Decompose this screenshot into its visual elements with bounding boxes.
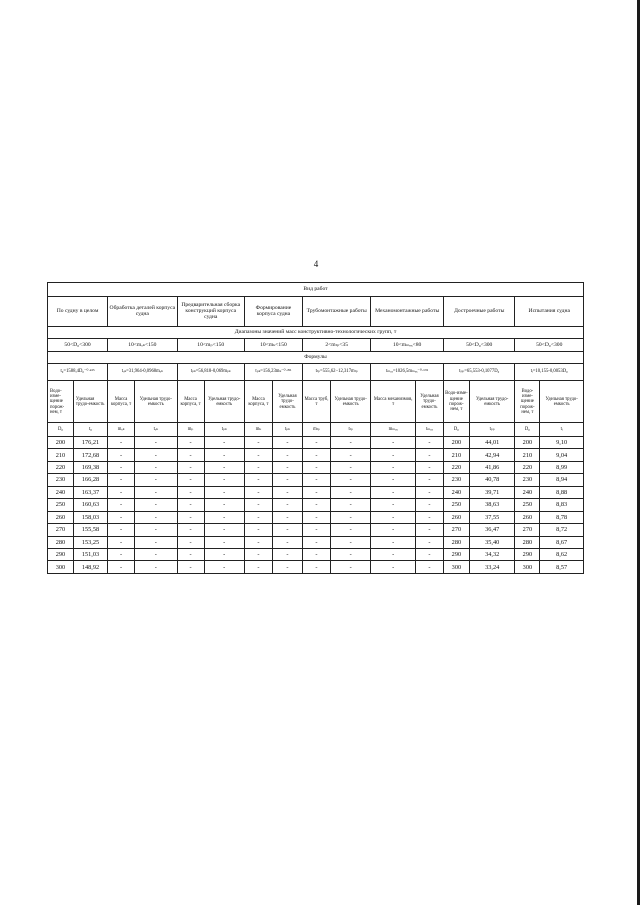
table-cell: 230 bbox=[443, 474, 469, 486]
group-cell: По судну в целом bbox=[48, 296, 108, 326]
table-cell: - bbox=[330, 561, 370, 574]
table-cell: 220 bbox=[48, 461, 74, 473]
table-row bbox=[48, 549, 584, 561]
page-number: 4 bbox=[313, 259, 319, 269]
table-cell: - bbox=[204, 561, 244, 574]
formula-cell: tₘₑₓ=1026,5mₘₑₓ⁻⁰·⁶⁹⁶ bbox=[371, 363, 444, 381]
ranges-row bbox=[48, 338, 584, 352]
table-cell: 176,21 bbox=[73, 436, 107, 448]
table-cell: 33,24 bbox=[469, 561, 515, 574]
table-cell: - bbox=[272, 436, 302, 448]
table-cell: 290 bbox=[515, 549, 540, 561]
table-row bbox=[48, 461, 584, 473]
table-cell: 8,83 bbox=[540, 499, 584, 511]
table-cell: - bbox=[272, 474, 302, 486]
table-cell: - bbox=[244, 499, 272, 511]
table-cell: 34,32 bbox=[469, 549, 515, 561]
table-cell: 270 bbox=[48, 524, 74, 536]
table-cell: - bbox=[330, 536, 370, 548]
table-cell: - bbox=[244, 561, 272, 574]
table-cell: 42,94 bbox=[469, 449, 515, 461]
table-cell: - bbox=[415, 436, 443, 448]
table-cell: - bbox=[135, 549, 178, 561]
table-cell: 210 bbox=[443, 449, 469, 461]
table-cell: - bbox=[108, 436, 135, 448]
formulas-row bbox=[48, 363, 584, 381]
table-cell: - bbox=[135, 461, 178, 473]
table-cell: 300 bbox=[48, 561, 74, 574]
table-cell: - bbox=[177, 486, 204, 498]
table-cell: - bbox=[177, 511, 204, 523]
table-cell: 260 bbox=[48, 511, 74, 523]
symbol-cell: D₀ bbox=[48, 423, 74, 437]
table-cell: 151,03 bbox=[73, 549, 107, 561]
table-cell: 8,62 bbox=[540, 549, 584, 561]
table-cell: - bbox=[330, 486, 370, 498]
table-cell: - bbox=[244, 474, 272, 486]
table-cell: 8,94 bbox=[540, 474, 584, 486]
formula-cell: tₒₖ=31,964-0,0968mₒₖ bbox=[108, 363, 177, 381]
symbol-cell: tₚₖ bbox=[204, 423, 244, 437]
group-cell: Формирование корпуса судна bbox=[244, 296, 302, 326]
table-cell: - bbox=[204, 524, 244, 536]
table-cell: 9,04 bbox=[540, 449, 584, 461]
table-cell: - bbox=[415, 561, 443, 574]
table-cell: - bbox=[108, 524, 135, 536]
symbols-row bbox=[48, 423, 584, 437]
table-row bbox=[48, 499, 584, 511]
table-cell: - bbox=[371, 524, 416, 536]
table-cell: - bbox=[244, 549, 272, 561]
table-row bbox=[48, 436, 584, 448]
group-cell: Испытания судна bbox=[515, 296, 584, 326]
table-cell: 200 bbox=[443, 436, 469, 448]
group-cell: Трубомонтажные работы bbox=[302, 296, 370, 326]
table-cell: 166,28 bbox=[73, 474, 107, 486]
table-cell: - bbox=[108, 561, 135, 574]
table-cell: - bbox=[415, 461, 443, 473]
table-cell: - bbox=[371, 549, 416, 561]
symbol-cell: D₀ bbox=[443, 423, 469, 437]
header-cell: Водо-изме-щение порож-нем, т bbox=[515, 381, 540, 423]
header-cell: Удельная трудо-емкость bbox=[73, 381, 107, 423]
table-cell: - bbox=[204, 549, 244, 561]
table-cell: - bbox=[244, 511, 272, 523]
table-cell: - bbox=[371, 436, 416, 448]
formula-cell: tₚₖ=56,818-0,069mₚₖ bbox=[177, 363, 244, 381]
table-cell: 250 bbox=[443, 499, 469, 511]
table-cell: - bbox=[204, 474, 244, 486]
table-cell: 290 bbox=[48, 549, 74, 561]
table-cell: - bbox=[204, 436, 244, 448]
table-cell: - bbox=[302, 511, 330, 523]
table-cell: - bbox=[272, 461, 302, 473]
table-cell: - bbox=[272, 499, 302, 511]
table-row bbox=[48, 524, 584, 536]
table-cell: 153,25 bbox=[73, 536, 107, 548]
symbol-cell: mₖ bbox=[244, 423, 272, 437]
table-cell: - bbox=[415, 536, 443, 548]
labor-intensity-table bbox=[47, 282, 584, 574]
table-cell: - bbox=[371, 486, 416, 498]
table-cell: - bbox=[177, 474, 204, 486]
table-cell: - bbox=[272, 511, 302, 523]
table-cell: - bbox=[135, 561, 178, 574]
table-cell: - bbox=[244, 536, 272, 548]
header-cell: Удельная трудо-емкость bbox=[330, 381, 370, 423]
table-cell: - bbox=[371, 474, 416, 486]
table-cell: - bbox=[302, 499, 330, 511]
symbol-cell: tᵢ bbox=[540, 423, 584, 437]
table-cell: - bbox=[108, 461, 135, 473]
table-cell: - bbox=[108, 549, 135, 561]
table-cell: - bbox=[135, 449, 178, 461]
table-cell: 8,67 bbox=[540, 536, 584, 548]
table-cell: - bbox=[108, 474, 135, 486]
table-cell: - bbox=[177, 436, 204, 448]
table-cell: - bbox=[302, 561, 330, 574]
table-row bbox=[48, 486, 584, 498]
table-cell: 210 bbox=[48, 449, 74, 461]
table-cell: - bbox=[272, 549, 302, 561]
symbol-cell: mₒₖ bbox=[108, 423, 135, 437]
table-cell: 35,40 bbox=[469, 536, 515, 548]
table-cell: 160,63 bbox=[73, 499, 107, 511]
symbol-cell: mₜₚ bbox=[302, 423, 330, 437]
table-cell: 172,68 bbox=[73, 449, 107, 461]
table-cell: - bbox=[135, 511, 178, 523]
range-cell: 10<mₚ<150 bbox=[177, 338, 244, 352]
table-cell: 270 bbox=[443, 524, 469, 536]
table-cell: 8,57 bbox=[540, 561, 584, 574]
formula-cell: tₜₚ=555,62−12,317mₜₚ bbox=[302, 363, 370, 381]
table-cell: - bbox=[371, 511, 416, 523]
table-cell: - bbox=[371, 449, 416, 461]
formulas-title-row bbox=[48, 352, 584, 364]
header-cell: Удельная трудо-емкость bbox=[135, 381, 178, 423]
table-cell: 230 bbox=[48, 474, 74, 486]
table-cell: 200 bbox=[48, 436, 74, 448]
table-cell: - bbox=[330, 461, 370, 473]
formula-cell: t₀=1588,4D₀⁻⁰·⁴¹⁵ bbox=[48, 363, 108, 381]
table-cell: 270 bbox=[515, 524, 540, 536]
table-cell: - bbox=[135, 436, 178, 448]
table-cell: - bbox=[302, 549, 330, 561]
table-cell: - bbox=[244, 449, 272, 461]
table-row bbox=[48, 511, 584, 523]
range-cell: 50<D₀<300 bbox=[515, 338, 584, 352]
table-cell: - bbox=[330, 549, 370, 561]
table-title: Вид работ bbox=[48, 283, 584, 297]
table-cell: - bbox=[272, 536, 302, 548]
table-cell: - bbox=[135, 486, 178, 498]
table-cell: - bbox=[302, 461, 330, 473]
table-row bbox=[48, 449, 584, 461]
table-cell: 38,63 bbox=[469, 499, 515, 511]
table-cell: 8,99 bbox=[540, 461, 584, 473]
table-cell: 8,78 bbox=[540, 511, 584, 523]
symbol-cell: tₚₚ bbox=[469, 423, 515, 437]
table-cell: 9,10 bbox=[540, 436, 584, 448]
table-cell: - bbox=[177, 549, 204, 561]
table-cell: - bbox=[415, 511, 443, 523]
table-cell: - bbox=[204, 511, 244, 523]
table-cell: 300 bbox=[443, 561, 469, 574]
table-cell: - bbox=[371, 499, 416, 511]
table-cell: - bbox=[415, 549, 443, 561]
table-cell: - bbox=[371, 561, 416, 574]
header-cell: Масса корпуса, т bbox=[177, 381, 204, 423]
table-cell: - bbox=[272, 449, 302, 461]
symbol-cell: D₀ bbox=[515, 423, 540, 437]
ranges-title-row bbox=[48, 326, 584, 338]
table-cell: 280 bbox=[443, 536, 469, 548]
header-cell: Удельная трудо-емкость bbox=[204, 381, 244, 423]
table-cell: - bbox=[135, 524, 178, 536]
table-cell: - bbox=[177, 524, 204, 536]
table-cell: - bbox=[272, 486, 302, 498]
table-cell: - bbox=[244, 436, 272, 448]
table-cell: - bbox=[330, 436, 370, 448]
table-cell: - bbox=[302, 474, 330, 486]
table-cell: 148,92 bbox=[73, 561, 107, 574]
table-cell: - bbox=[415, 474, 443, 486]
table-cell: - bbox=[177, 499, 204, 511]
group-cell: Достроечные работы bbox=[443, 296, 515, 326]
table-cell: 300 bbox=[515, 561, 540, 574]
formulas-title: Формулы bbox=[48, 352, 584, 364]
table-cell: - bbox=[204, 449, 244, 461]
table-cell: - bbox=[371, 536, 416, 548]
symbol-cell: mₘₑₓ bbox=[371, 423, 416, 437]
header-cell: Водо-изме-щение порож-нем, т bbox=[443, 381, 469, 423]
table-cell: 169,38 bbox=[73, 461, 107, 473]
table-cell: - bbox=[108, 486, 135, 498]
table-cell: - bbox=[244, 461, 272, 473]
header-cell: Масса механизмов, т bbox=[371, 381, 416, 423]
table-cell: - bbox=[415, 449, 443, 461]
table-cell: - bbox=[177, 449, 204, 461]
table-cell: 250 bbox=[48, 499, 74, 511]
table-cell: 240 bbox=[48, 486, 74, 498]
table-cell: - bbox=[108, 449, 135, 461]
table-cell: - bbox=[135, 536, 178, 548]
header-cell: Масса труб, т bbox=[302, 381, 330, 423]
table-cell: 230 bbox=[515, 474, 540, 486]
formula-cell: tₚₚ=65,553-0,1077D₀ bbox=[443, 363, 515, 381]
table-cell: - bbox=[204, 536, 244, 548]
table-cell: 240 bbox=[515, 486, 540, 498]
symbol-cell: t₀ bbox=[73, 423, 107, 437]
table-cell: 8,72 bbox=[540, 524, 584, 536]
table-cell: - bbox=[177, 561, 204, 574]
table-cell: - bbox=[415, 499, 443, 511]
table-cell: 8,88 bbox=[540, 486, 584, 498]
symbol-cell: tₚₖ bbox=[272, 423, 302, 437]
table-cell: - bbox=[244, 524, 272, 536]
table-cell: 163,37 bbox=[73, 486, 107, 498]
header-cell: Удельная трудо-емкость bbox=[469, 381, 515, 423]
table-cell: 44,01 bbox=[469, 436, 515, 448]
symbol-cell: tₜₚ bbox=[330, 423, 370, 437]
table-cell: - bbox=[415, 524, 443, 536]
symbol-cell: tₒₖ bbox=[135, 423, 178, 437]
table-row bbox=[48, 474, 584, 486]
header-cell: Удельная трудо-емкость bbox=[272, 381, 302, 423]
table-cell: 155,58 bbox=[73, 524, 107, 536]
range-cell: 10<mₘₑₓ<80 bbox=[371, 338, 444, 352]
table-cell: - bbox=[204, 499, 244, 511]
range-cell: 10<mₖ<150 bbox=[244, 338, 302, 352]
table-cell: - bbox=[177, 536, 204, 548]
header-cell: Масса корпуса, т bbox=[244, 381, 272, 423]
table-cell: - bbox=[302, 536, 330, 548]
table-cell: - bbox=[272, 524, 302, 536]
header-row bbox=[48, 381, 584, 423]
table-cell: - bbox=[302, 524, 330, 536]
symbol-cell: tₘₑₓ bbox=[415, 423, 443, 437]
range-cell: 2<mₜₚ<35 bbox=[302, 338, 370, 352]
table-cell: 280 bbox=[515, 536, 540, 548]
table-cell: 220 bbox=[443, 461, 469, 473]
table-row bbox=[48, 536, 584, 548]
group-cell: Механомонтажные работы bbox=[371, 296, 444, 326]
ranges-title: Диапазоны значений масс конструктивно-технологических групп, т bbox=[48, 326, 584, 338]
table-cell: 250 bbox=[515, 499, 540, 511]
table-cell: - bbox=[135, 499, 178, 511]
table-cell: 40,78 bbox=[469, 474, 515, 486]
table-cell: 290 bbox=[443, 549, 469, 561]
formula-cell: tₚₖ=156,23mₖ⁻⁰·³⁹¹ bbox=[244, 363, 302, 381]
table-cell: - bbox=[177, 461, 204, 473]
table-cell: - bbox=[330, 524, 370, 536]
header-cell: Масса корпуса, т bbox=[108, 381, 135, 423]
table-cell: - bbox=[108, 511, 135, 523]
range-cell: 10<mₒₖ<150 bbox=[108, 338, 177, 352]
table-cell: 260 bbox=[443, 511, 469, 523]
header-cell: Удельная трудо-емкость bbox=[415, 381, 443, 423]
group-cell: Обработка деталей корпуса судна bbox=[108, 296, 177, 326]
table-cell: 260 bbox=[515, 511, 540, 523]
table-cell: - bbox=[272, 561, 302, 574]
table-row bbox=[48, 561, 584, 574]
table-cell: - bbox=[330, 499, 370, 511]
header-cell: Водо-изме-щение порож-нем, т bbox=[48, 381, 74, 423]
table-cell: 210 bbox=[515, 449, 540, 461]
group-row bbox=[48, 296, 584, 326]
table-cell: - bbox=[302, 449, 330, 461]
table-cell: - bbox=[302, 486, 330, 498]
table-cell: 240 bbox=[443, 486, 469, 498]
range-cell: 50<D₀<300 bbox=[443, 338, 515, 352]
formula-cell: tᵢ=10,155-0,0053D₀ bbox=[515, 363, 584, 381]
table-cell: - bbox=[135, 474, 178, 486]
table-cell: 220 bbox=[515, 461, 540, 473]
table-cell: 36,47 bbox=[469, 524, 515, 536]
table-cell: - bbox=[330, 449, 370, 461]
table-cell: 37,55 bbox=[469, 511, 515, 523]
table-cell: - bbox=[204, 486, 244, 498]
group-cell: Предварительная сборка конструкций корпуса судна bbox=[177, 296, 244, 326]
table-cell: 200 bbox=[515, 436, 540, 448]
table-cell: 158,03 bbox=[73, 511, 107, 523]
table-cell: - bbox=[330, 511, 370, 523]
table-cell: - bbox=[330, 474, 370, 486]
table-cell: - bbox=[244, 486, 272, 498]
table-cell: 280 bbox=[48, 536, 74, 548]
header-cell: Удельная трудо-емкость bbox=[540, 381, 584, 423]
table-cell: - bbox=[371, 461, 416, 473]
title-row bbox=[48, 283, 584, 297]
table-cell: - bbox=[302, 436, 330, 448]
table-cell: 39,71 bbox=[469, 486, 515, 498]
table-cell: - bbox=[108, 499, 135, 511]
symbol-cell: mₚ bbox=[177, 423, 204, 437]
table-cell: 41,86 bbox=[469, 461, 515, 473]
table-cell: - bbox=[204, 461, 244, 473]
table-cell: - bbox=[108, 536, 135, 548]
range-cell: 50<D₀<300 bbox=[48, 338, 108, 352]
table-cell: - bbox=[415, 486, 443, 498]
